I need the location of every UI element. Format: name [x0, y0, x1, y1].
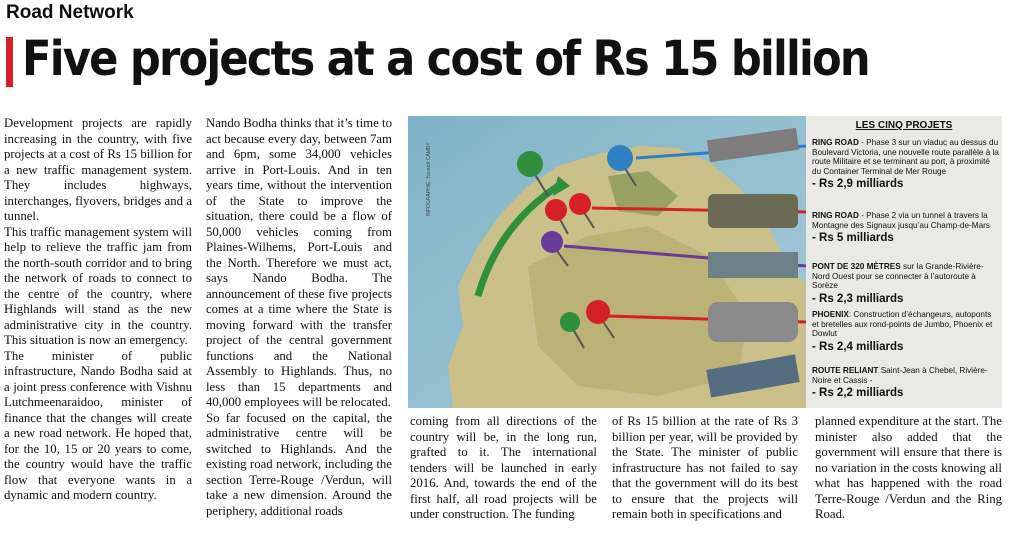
tunnel-illustration — [708, 194, 798, 228]
project-price: - Rs 2,9 milliards — [812, 178, 904, 191]
article-column-2 — [206, 116, 392, 519]
project-name: RING ROAD — [812, 211, 859, 220]
infographic — [408, 116, 1002, 408]
project-description: Saint-Jean à Chebel, Rivière-Noire et Cassis - — [812, 366, 988, 385]
project-name: RING ROAD — [812, 138, 859, 147]
paragraph: This traffic management system will help to relieve the traffic jam from the north-south corridor and to bring the network of roads to connect to the centre of the country, where Highlands will stand as the new administrative city in the country. This situation is now an emergency. — [4, 224, 192, 347]
projects-panel — [806, 116, 1002, 408]
article-column-5: planned expenditure at the start. The minister also added that the government will ensure that there is no variation in the costs knowing all what has happened with the road Terre-Rouge /Verdun and the Ring Road. — [815, 414, 1002, 521]
project-name: PHOENIX — [812, 310, 849, 319]
project-entry — [812, 262, 1000, 306]
paragraph: Nando Bodha thinks that it’s time to act because every day, between 7am and 6pm, some 34,000 vehicles arrive in Port-Louis. And in ten years time, without the intervention of the State to improve the situation, there could be a flow of 50,000 vehicles coming from Plaines-Wilhems, Port-Louis and the North. Therefore we must act, says Nando Bodha. The announcement of these five projects comes at a time where the State is moving forward with the transfer project of the central government functions and the National Assembly to Highlands. Thus, no less than 15 departments and 40,000 employees will be relocated. — [206, 116, 392, 409]
article-column-4: of Rs 15 billion at the rate of Rs 3 billion per year, will be provided by the State. The minister of public infrastructure has not failed to say that the government will do its best to ensure that the projects will remain both in specifications and — [612, 414, 798, 521]
project-description: - Phase 2 via un tunnel à travers la Montagne des Signaux jusqu’au Champ-de-Mars — [812, 211, 990, 230]
project-entry — [812, 310, 1000, 354]
article-column-1 — [4, 116, 192, 504]
project-description: - Phase 3 sur un viaduc au dessus du Boulevard Victoria, une nouvelle route parallèle à la route Militaire et se terminant au port, à proximité du Container Terminal de Mer Rouge — [812, 138, 999, 176]
infographic-credit: INFOGRAPHIE: Yannick CAMBY — [426, 142, 432, 216]
paragraph: The minister of public infrastructure, Nando Bodha said at a joint press conference with Vishnu Lutchmeenaraidoo, minister of finance that the changes will create a new road network. He hoped that, for the 10, 15 or 20 years to come, the country would have the traffic flow that everyone wants in a dynamic and modern country. — [4, 348, 192, 502]
paragraph: Development projects are rapidly increasing in the country, with five projects at a cost of Rs 15 billion for a new traffic management system. They includes highways, interchanges, flyovers, bridges and a tunnel. — [4, 116, 192, 223]
project-price: - Rs 2,2 milliards — [812, 387, 904, 400]
project-name: PONT DE 320 MÈTRES — [812, 262, 901, 271]
project-description: : Construction d’échangeurs, autoponts et bretelles aux rond-points de Jumbo, Phoenix et Dowlut — [812, 310, 993, 339]
paragraph: So far focused on the capital, the administrative centre will be switched to Highlands. And the existing road network, including the section Terre-Rouge /Verdun, will take a new dimension. Around the periphery, additional roads — [206, 410, 392, 518]
interchange-illustration — [708, 302, 798, 342]
headline-accent-bar — [6, 37, 13, 87]
project-price: - Rs 2,3 milliards — [812, 292, 904, 305]
headline: Five projects at a cost of Rs 15 billion — [22, 31, 869, 87]
article-column-3: coming from all directions of the country will be, in the long run, grafted to it. The international tenders will be launched in early 2016. And, towards the end of the first half, all road projects will be under construction. The funding — [410, 414, 597, 521]
project-entry — [812, 211, 1000, 245]
bridge-illustration — [708, 252, 798, 278]
project-description: sur la Grande-Rivière-Nord Ouest pour se connecter à l’autoroute à Sorèze — [812, 262, 984, 291]
project-price: - Rs 2,4 milliards — [812, 340, 904, 353]
project-entry — [812, 138, 1000, 191]
project-entry — [812, 366, 1000, 400]
panel-title: LES CINQ PROJETS — [855, 120, 953, 131]
project-name: ROUTE RELIANT — [812, 366, 879, 375]
section-label: Road Network — [6, 2, 134, 23]
island-map — [408, 116, 808, 408]
project-price: - Rs 5 milliards — [812, 232, 894, 245]
